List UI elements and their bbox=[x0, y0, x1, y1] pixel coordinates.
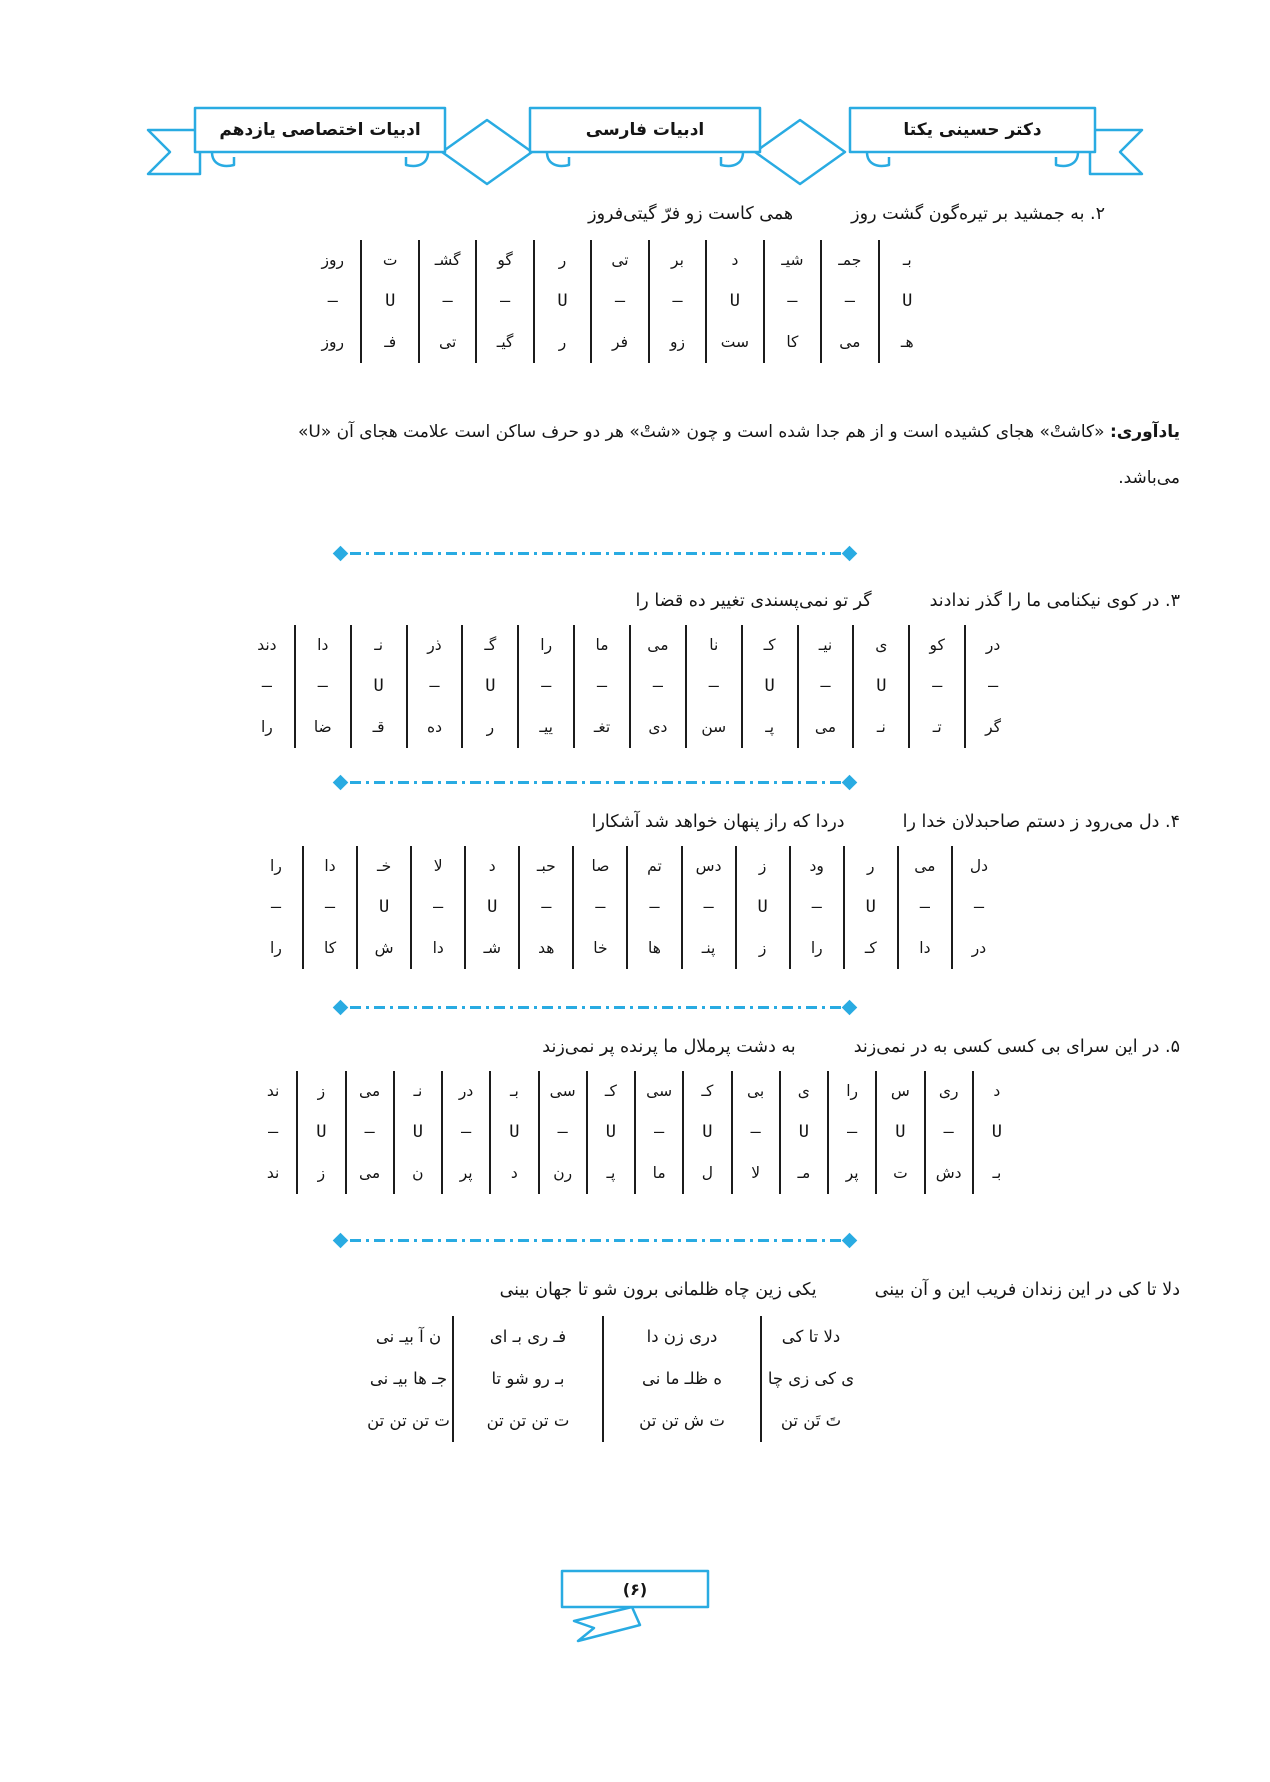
syllable-bottom: ها bbox=[648, 939, 661, 957]
ribbon-curl-icon bbox=[547, 152, 569, 166]
syllable-column bbox=[586, 1071, 634, 1194]
syllable-top: دس bbox=[695, 857, 722, 875]
hemistich-1: ۵. در این سرای بی کسی کسی به در نمی‌زند bbox=[853, 1037, 1180, 1057]
syllable-top: ما bbox=[595, 636, 609, 654]
syllable-top: جمـ bbox=[838, 251, 862, 269]
syllable-bottom: هـ bbox=[900, 333, 914, 351]
rhythm-line-2: بـ رو شو تا bbox=[491, 1369, 565, 1388]
scansion-mark: – bbox=[429, 676, 440, 696]
reminder-text-line2: می‌باشد. bbox=[1118, 468, 1180, 488]
syllable-top: لا bbox=[433, 857, 443, 875]
syllable-top: شیـ bbox=[781, 251, 804, 269]
syllable-top: ر bbox=[867, 857, 875, 875]
syllable-column bbox=[393, 1071, 441, 1194]
syllable-bottom: ل bbox=[701, 1164, 713, 1182]
syllable-column bbox=[908, 625, 964, 748]
rhythm-line-2: جـ ها بیـ نی bbox=[369, 1369, 448, 1388]
ribbon-tail-right-icon bbox=[1090, 130, 1142, 174]
divider-dash-line bbox=[349, 1239, 841, 1242]
syllable-top: د bbox=[993, 1082, 1001, 1100]
syllable-top: می bbox=[647, 636, 669, 654]
syllable-top: س bbox=[890, 1082, 910, 1100]
scansion-mark: U bbox=[876, 676, 887, 696]
syllable-bottom: ن bbox=[412, 1164, 424, 1182]
syllable-column bbox=[538, 1071, 586, 1194]
syllable-column bbox=[517, 625, 573, 748]
syllable-column bbox=[735, 846, 789, 969]
syllable-top: در bbox=[985, 636, 1001, 654]
syllable-bottom: کا bbox=[786, 333, 799, 351]
syllable-bottom: می bbox=[814, 718, 837, 736]
rhythm-line-1: دلا تا کی bbox=[781, 1327, 841, 1346]
syllable-column bbox=[461, 625, 517, 748]
scansion-mark: U bbox=[378, 897, 390, 917]
syllable-column bbox=[875, 1071, 923, 1194]
syllable-bottom: را bbox=[270, 939, 282, 957]
syllable-bottom: فر bbox=[612, 333, 628, 351]
footer-ribbon-tail-icon bbox=[574, 1607, 640, 1641]
syllable-top: بـ bbox=[509, 1082, 519, 1100]
syllable-top: د bbox=[731, 251, 739, 269]
syllable-column bbox=[827, 1071, 875, 1194]
scansion-mark: – bbox=[844, 291, 855, 311]
syllable-bottom: تـ bbox=[932, 718, 942, 736]
syllable-column bbox=[843, 846, 897, 969]
syllable-bottom: ضا bbox=[313, 718, 332, 736]
syllable-top: بر bbox=[671, 251, 684, 269]
syllable-column bbox=[590, 240, 647, 363]
syllable-top: نیـ bbox=[818, 636, 833, 654]
divider-dash-line bbox=[349, 1006, 841, 1009]
ribbon-curl-icon bbox=[867, 152, 889, 166]
syllable-bottom: سن bbox=[701, 718, 727, 736]
syllable-bottom: تغـ bbox=[593, 718, 611, 736]
syllable-column bbox=[779, 1071, 827, 1194]
scansion-table-exercise-4 bbox=[250, 846, 1005, 969]
syllable-top: ی bbox=[875, 636, 888, 654]
divider-diamond-icon bbox=[333, 1232, 349, 1248]
syllable-top: کو bbox=[929, 636, 945, 654]
syllable-column bbox=[441, 1071, 489, 1194]
divider-diamond-icon bbox=[333, 774, 349, 790]
scansion-mark: U bbox=[373, 676, 384, 696]
syllable-bottom: ر bbox=[486, 718, 495, 736]
syllable-top: ری bbox=[938, 1082, 959, 1100]
syllable-top: را bbox=[540, 636, 553, 654]
syllable-column bbox=[763, 240, 820, 363]
syllable-column bbox=[789, 846, 843, 969]
syllable-column bbox=[345, 1071, 393, 1194]
scansion-mark: – bbox=[499, 291, 511, 311]
syllable-bottom: کـ bbox=[864, 939, 877, 957]
syllable-top: را bbox=[270, 857, 282, 875]
scansion-mark: U bbox=[865, 897, 876, 917]
syllable-top: خـ bbox=[377, 857, 392, 875]
scansion-mark: – bbox=[987, 676, 999, 696]
syllable-top: کـ bbox=[701, 1082, 714, 1100]
rhythm-line-2: ه ظلـ ما نی bbox=[641, 1369, 723, 1388]
syllable-bottom: شـ bbox=[483, 939, 502, 957]
ribbon-curl-icon bbox=[212, 152, 234, 166]
rhythm-line-3: ت تن تن تن bbox=[367, 1411, 450, 1430]
scansion-mark: U bbox=[757, 897, 768, 917]
syllable-top: را bbox=[846, 1082, 859, 1100]
syllable-column bbox=[250, 846, 302, 969]
syllable-top: ر bbox=[558, 251, 567, 269]
syllable-column bbox=[924, 1071, 972, 1194]
syllable-top: سی bbox=[646, 1082, 673, 1100]
syllable-bottom: ست bbox=[720, 333, 750, 351]
scansion-mark: – bbox=[973, 897, 985, 917]
syllable-top: روز bbox=[321, 251, 344, 269]
syllable-column bbox=[797, 625, 853, 748]
header-banner-author: دکتر حسینی یکتا bbox=[903, 120, 1042, 140]
syllable-top: کـ bbox=[763, 636, 776, 654]
scansion-mark: – bbox=[932, 676, 943, 696]
rhythm-line-2: ی کی زی چا bbox=[767, 1369, 855, 1388]
scansion-mark: – bbox=[596, 676, 608, 696]
syllable-column bbox=[682, 1071, 730, 1194]
scansion-table-exercise-2 bbox=[305, 240, 935, 363]
syllable-bottom: دا bbox=[432, 939, 444, 957]
scansion-mark: – bbox=[811, 897, 822, 917]
syllable-bottom: را bbox=[810, 939, 823, 957]
reminder-label: یادآوری: bbox=[1109, 422, 1180, 442]
scansion-mark: – bbox=[847, 1122, 858, 1142]
syllable-bottom: پر bbox=[845, 1164, 859, 1182]
divider-diamond-icon bbox=[842, 774, 858, 790]
scansion-mark: U bbox=[485, 676, 496, 696]
section-divider bbox=[335, 1001, 855, 1013]
divider-dash-line bbox=[349, 781, 841, 784]
syllable-bottom: می bbox=[839, 333, 861, 351]
syllable-bottom: کا bbox=[323, 939, 337, 957]
scansion-mark: – bbox=[442, 291, 453, 311]
syllable-top: ود bbox=[809, 857, 824, 875]
scansion-mark: – bbox=[327, 291, 338, 311]
syllable-column bbox=[302, 846, 356, 969]
reminder-note bbox=[0, 409, 1270, 501]
syllable-column bbox=[731, 1071, 779, 1194]
syllable-bottom: ز bbox=[758, 939, 767, 957]
syllable-column bbox=[356, 846, 410, 969]
syllable-column bbox=[878, 240, 935, 363]
syllable-top: می bbox=[359, 1082, 381, 1100]
scansion-mark: U bbox=[895, 1122, 906, 1142]
scansion-table-exercise-5 bbox=[250, 1071, 1020, 1194]
syllable-column bbox=[250, 1071, 296, 1194]
syllable-column bbox=[573, 625, 629, 748]
scansion-mark: U bbox=[316, 1122, 327, 1142]
syllable-bottom: پر bbox=[459, 1164, 473, 1182]
syllable-column bbox=[972, 1071, 1020, 1194]
scansion-mark: U bbox=[764, 676, 775, 696]
scansion-mark: – bbox=[268, 1122, 279, 1142]
syllable-column bbox=[705, 240, 762, 363]
syllable-column bbox=[410, 846, 464, 969]
syllable-top: بـ bbox=[902, 251, 912, 269]
syllable-top: نا bbox=[709, 636, 719, 654]
scansion-mark: – bbox=[324, 897, 336, 917]
scansion-mark: – bbox=[652, 676, 664, 696]
hemistich-2: همی کاست زو فرّ گیتی‌فروز bbox=[588, 204, 794, 224]
syllable-bottom: زو bbox=[669, 333, 685, 351]
syllable-bottom: می bbox=[359, 1164, 381, 1182]
hemistich-2: گر تو نمی‌پسندی تغییر ده قضا را bbox=[635, 591, 872, 611]
syllable-top: نـ bbox=[374, 636, 384, 654]
syllable-top: ند bbox=[266, 1082, 280, 1100]
divider-diamond-icon bbox=[333, 999, 349, 1015]
syllable-top: گو bbox=[497, 251, 513, 269]
scansion-mark: – bbox=[595, 897, 606, 917]
scansion-mark: – bbox=[649, 897, 660, 917]
syllable-column bbox=[294, 625, 350, 748]
syllable-column bbox=[852, 625, 908, 748]
syllable-bottom: بـ bbox=[992, 1164, 1002, 1182]
syllable-column bbox=[626, 846, 680, 969]
scansion-mark: – bbox=[433, 897, 444, 917]
ribbon-tail-left-icon bbox=[148, 130, 200, 174]
scansion-mark: – bbox=[919, 897, 930, 917]
syllable-column bbox=[741, 625, 797, 748]
syllable-top: تم bbox=[647, 857, 662, 875]
scansion-mark: – bbox=[541, 676, 552, 696]
scansion-mark: U bbox=[385, 291, 396, 311]
scansion-mark: U bbox=[991, 1122, 1002, 1142]
syllable-column bbox=[240, 625, 294, 748]
syllable-top: د bbox=[488, 857, 496, 875]
syllable-column bbox=[572, 846, 626, 969]
hemistich-1: ۲. به جمشید بر تیره‌گون گشت روز bbox=[851, 204, 1105, 224]
page-header bbox=[140, 98, 1150, 186]
reminder-text-line1: «کاشتْ» هجای کشیده است و از هم جدا شده است و چون «شتْ» هر دو حرف ساکن است علامت هجای آن «U» bbox=[297, 422, 1105, 442]
syllable-bottom: گیـ bbox=[496, 333, 514, 351]
syllable-column bbox=[951, 846, 1005, 969]
syllable-top: بی bbox=[747, 1082, 765, 1100]
scansion-mark: – bbox=[672, 291, 683, 311]
rhythm-column bbox=[602, 1316, 760, 1442]
section-divider bbox=[335, 547, 855, 559]
syllable-top: ی bbox=[797, 1082, 810, 1100]
syllable-column bbox=[296, 1071, 344, 1194]
hemistich-2: به دشت پرملال ما پرنده پر نمی‌زند bbox=[542, 1037, 796, 1057]
syllable-column bbox=[518, 846, 572, 969]
syllable-column bbox=[305, 240, 360, 363]
syllable-column bbox=[648, 240, 705, 363]
scansion-mark: – bbox=[943, 1122, 954, 1142]
rhythm-line-3: ت ش تن تن bbox=[639, 1411, 725, 1430]
syllable-column bbox=[350, 625, 406, 748]
syllable-bottom: خا bbox=[593, 939, 608, 957]
syllable-bottom: پنـ bbox=[701, 939, 716, 957]
syllable-bottom: گر bbox=[985, 718, 1002, 736]
syllable-column bbox=[964, 625, 1020, 748]
syllable-column bbox=[634, 1071, 682, 1194]
syllable-top: دل bbox=[969, 857, 989, 875]
syllable-top: در bbox=[458, 1082, 474, 1100]
syllable-column bbox=[489, 1071, 537, 1194]
scansion-mark: – bbox=[703, 897, 714, 917]
scansion-mark: U bbox=[902, 291, 913, 311]
syllable-column bbox=[475, 240, 532, 363]
syllable-top: ذر bbox=[427, 636, 442, 654]
syllable-top: گـ bbox=[484, 636, 497, 654]
syllable-bottom: پـ bbox=[765, 718, 775, 736]
scansion-mark: U bbox=[605, 1122, 616, 1142]
scansion-table-exercise-3 bbox=[240, 625, 1020, 748]
syllable-bottom: لا bbox=[751, 1164, 761, 1182]
syllable-top: دا bbox=[324, 857, 336, 875]
scansion-mark: – bbox=[654, 1122, 665, 1142]
scansion-mark: U bbox=[487, 897, 498, 917]
page-footer bbox=[550, 1567, 720, 1643]
scansion-mark: – bbox=[787, 291, 798, 311]
divider-diamond-icon bbox=[842, 545, 858, 561]
syllable-column bbox=[629, 625, 685, 748]
syllable-top: ز bbox=[758, 857, 767, 875]
syllable-bottom: ش bbox=[374, 939, 394, 957]
syllable-bottom: نـ bbox=[876, 718, 886, 736]
verse-exercise-2 bbox=[0, 202, 1270, 226]
syllable-top: سی bbox=[549, 1082, 576, 1100]
syllable-top: صا bbox=[591, 857, 610, 875]
syllable-column bbox=[897, 846, 951, 969]
syllable-column bbox=[406, 625, 462, 748]
syllable-bottom: هد bbox=[538, 939, 555, 957]
syllable-bottom: ت bbox=[893, 1164, 908, 1182]
divider-dash-line bbox=[349, 552, 841, 555]
syllable-column bbox=[685, 625, 741, 748]
scansion-mark: U bbox=[702, 1122, 713, 1142]
rhythm-line-3: ت تن تن تن bbox=[486, 1411, 570, 1430]
hemistich-2: دردا که راز پنهان خواهد شد آشکارا bbox=[591, 812, 845, 832]
rhythm-column bbox=[760, 1316, 860, 1442]
syllable-column bbox=[464, 846, 518, 969]
rhythm-line-1: فـ ری بـ ای bbox=[489, 1327, 567, 1346]
syllable-bottom: ز bbox=[317, 1164, 326, 1182]
rhythm-column bbox=[365, 1316, 452, 1442]
hemistich-1: دلا تا کی در این زندان فریب این و آن بینی bbox=[874, 1280, 1180, 1300]
scansion-mark: – bbox=[557, 1122, 568, 1142]
scansion-mark: – bbox=[750, 1122, 761, 1142]
syllable-bottom: روز bbox=[321, 333, 344, 351]
scansion-mark: – bbox=[364, 1122, 375, 1142]
syllable-bottom: دی bbox=[648, 718, 668, 736]
syllable-bottom: ییـ bbox=[539, 718, 553, 736]
scansion-mark: – bbox=[820, 676, 831, 696]
section-divider bbox=[335, 1234, 855, 1246]
header-banner-subject: ادبیات فارسی bbox=[585, 120, 705, 140]
syllable-bottom: در bbox=[971, 939, 987, 957]
hemistich-2: یکی زین چاه ظلمانی برون شو تا جهان بینی bbox=[499, 1280, 817, 1300]
syllable-bottom: ر bbox=[558, 333, 567, 351]
verse-final-exercise bbox=[0, 1278, 1270, 1302]
syllable-bottom: ما bbox=[652, 1164, 666, 1182]
verse-exercise-4 bbox=[0, 810, 1270, 834]
verse-exercise-5 bbox=[0, 1035, 1270, 1059]
syllable-top: نـ bbox=[413, 1082, 423, 1100]
rhythm-line-1: دری زن دا bbox=[646, 1327, 718, 1346]
syllable-bottom: ده bbox=[426, 718, 442, 736]
syllable-column bbox=[418, 240, 475, 363]
syllable-top: گشـ bbox=[434, 251, 461, 269]
syllable-top: می bbox=[914, 857, 936, 875]
page-number: (۶) bbox=[622, 1579, 648, 1599]
section-divider bbox=[335, 776, 855, 788]
rhythm-table-final-exercise bbox=[365, 1316, 860, 1442]
syllable-top: حبـ bbox=[536, 857, 556, 875]
scansion-mark: U bbox=[509, 1122, 520, 1142]
syllable-top: دا bbox=[317, 636, 329, 654]
syllable-column bbox=[533, 240, 590, 363]
syllable-column bbox=[681, 846, 735, 969]
syllable-top: دند bbox=[257, 636, 277, 654]
ribbon-curl-icon bbox=[406, 152, 428, 166]
syllable-bottom: فـ bbox=[384, 333, 397, 351]
syllable-column bbox=[360, 240, 417, 363]
syllable-top: ت bbox=[382, 251, 398, 269]
scansion-mark: – bbox=[461, 1122, 472, 1142]
syllable-bottom: پـ bbox=[606, 1164, 616, 1182]
syllable-bottom: قـ bbox=[372, 718, 385, 736]
rhythm-line-3: تَ تَن تن bbox=[780, 1411, 842, 1430]
scansion-mark: U bbox=[412, 1122, 423, 1142]
ribbon-diamond-left-icon bbox=[442, 120, 532, 184]
scansion-mark: – bbox=[541, 897, 552, 917]
scansion-mark: – bbox=[614, 291, 626, 311]
syllable-bottom: دش bbox=[935, 1164, 962, 1182]
divider-diamond-icon bbox=[842, 1232, 858, 1248]
scansion-mark: – bbox=[261, 676, 273, 696]
ribbon-curl-icon bbox=[1056, 152, 1078, 166]
ribbon-curl-icon bbox=[721, 152, 743, 166]
syllable-column bbox=[820, 240, 877, 363]
verse-exercise-3 bbox=[0, 589, 1270, 613]
syllable-bottom: ند bbox=[266, 1164, 280, 1182]
scansion-mark: – bbox=[270, 897, 282, 917]
syllable-bottom: مـ bbox=[797, 1164, 811, 1182]
hemistich-1: ۴. دل می‌رود ز دستم صاحبدلان خدا را bbox=[902, 812, 1180, 832]
syllable-top: کـ bbox=[604, 1082, 617, 1100]
scansion-mark: U bbox=[798, 1122, 809, 1142]
header-banner-grade: ادبیات اختصاصی یازدهم bbox=[219, 120, 421, 140]
scansion-mark: – bbox=[317, 676, 328, 696]
scansion-mark: – bbox=[708, 676, 719, 696]
rhythm-line-1: ن آ بیـ نی bbox=[375, 1327, 442, 1346]
divider-diamond-icon bbox=[842, 999, 858, 1015]
ribbon-diamond-right-icon bbox=[755, 120, 845, 184]
rhythm-column bbox=[452, 1316, 602, 1442]
syllable-top: ز bbox=[317, 1082, 326, 1100]
scansion-mark: U bbox=[557, 291, 568, 311]
scansion-mark: U bbox=[729, 291, 741, 311]
syllable-bottom: تی bbox=[439, 333, 457, 351]
syllable-bottom: دا bbox=[919, 939, 931, 957]
divider-diamond-icon bbox=[333, 545, 349, 561]
syllable-bottom: را bbox=[261, 718, 273, 736]
hemistich-1: ۳. در کوی نیکنامی ما را گذر ندادند bbox=[929, 591, 1180, 611]
syllable-bottom: د bbox=[510, 1164, 518, 1182]
syllable-bottom: رن bbox=[553, 1164, 573, 1182]
syllable-top: تی bbox=[611, 251, 629, 269]
book-page bbox=[0, 98, 1270, 1782]
